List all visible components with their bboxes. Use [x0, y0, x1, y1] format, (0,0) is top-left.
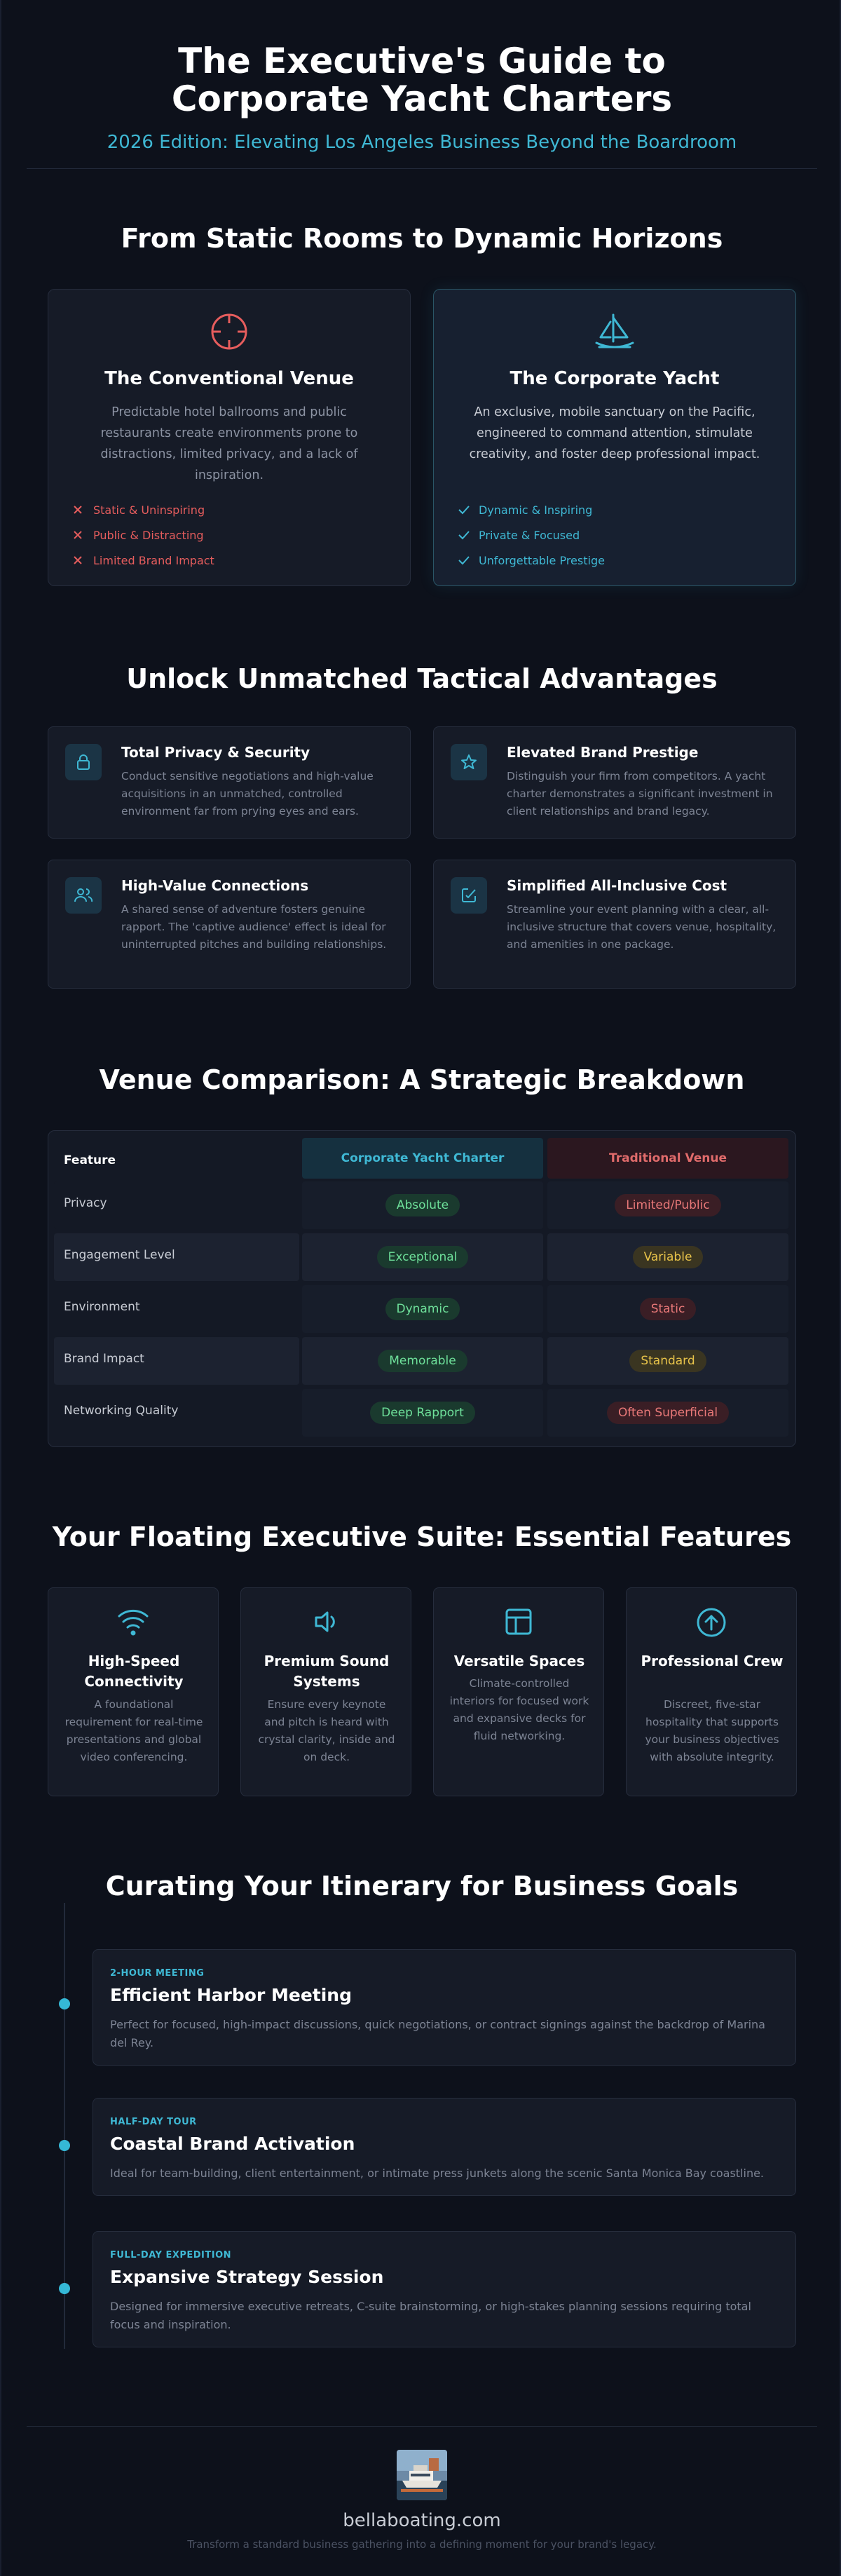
feature-description: Ensure every keynote and pitch is heard with crystal clarity, inside and on deck.	[258, 1698, 395, 1763]
table-cell-feature: Environment	[64, 1300, 140, 1314]
itinerary-card-strategy	[93, 2231, 796, 2347]
x-mark-icon	[72, 555, 93, 566]
users-icon	[65, 877, 102, 914]
itinerary-description: Perfect for focused, high-impact discussions, quick negotiations, or contract signings against the backdrop of Marina del Rey.	[110, 2018, 765, 2049]
corporate-yacht-title: The Corporate Yacht	[510, 368, 720, 389]
itinerary-tag: FULL-DAY EXPEDITION	[110, 2250, 232, 2260]
brand-logo	[397, 2450, 447, 2500]
advantage-title: High-Value Connections	[121, 877, 309, 894]
table-cell-feature: Privacy	[64, 1196, 107, 1210]
status-badge: Standard	[629, 1350, 706, 1372]
timeline-dot	[59, 1998, 70, 2009]
list-item-label: Private & Focused	[479, 528, 580, 542]
list-item-label: Unforgettable Prestige	[479, 553, 605, 567]
conventional-venue-description: Predictable hotel ballrooms and public restaurants create environments prone to distractions, limited privacy, and a lack of inspiration.	[100, 405, 358, 482]
corporate-yacht-card	[433, 289, 796, 586]
table-cell-yacht	[302, 1285, 543, 1333]
advantage-card-prestige	[433, 726, 796, 839]
table-cell-yacht	[302, 1233, 543, 1281]
advantage-card-cost	[433, 860, 796, 989]
header-divider	[27, 168, 817, 169]
itinerary-tag: HALF-DAY TOUR	[110, 2117, 197, 2127]
wifi-icon	[48, 1606, 218, 1640]
timeline-line	[64, 1903, 65, 2349]
brand-url: bellaboating.com	[343, 2510, 501, 2531]
features-section-title: Your Floating Executive Suite: Essential Features	[52, 1521, 792, 1552]
itinerary-description: Designed for immersive executive retreats, C-suite brainstorming, or high-stakes planning sessions requiring total focus and inspiration.	[110, 2300, 751, 2331]
status-badge: Exceptional	[377, 1246, 469, 1268]
hero-header	[1, 42, 841, 153]
status-badge: Variable	[633, 1246, 704, 1268]
itinerary-description: Ideal for team-building, client entertainment, or intimate press junkets along the scenic Santa Monica Bay coastline.	[110, 2167, 765, 2180]
status-badge: Often Superficial	[607, 1402, 729, 1424]
sailboat-icon	[434, 311, 795, 353]
status-badge: Memorable	[378, 1350, 467, 1372]
feature-description: A foundational requirement for real-time presentations and global video conferencing.	[64, 1698, 203, 1763]
conventional-venue-title: The Conventional Venue	[104, 368, 354, 389]
table-cell-traditional	[547, 1389, 788, 1437]
lock-icon	[65, 744, 102, 780]
table-cell-feature: Engagement Level	[64, 1248, 175, 1262]
table-header-feature: Feature	[64, 1153, 116, 1167]
advantage-card-privacy	[48, 726, 411, 839]
timeline-dot	[59, 2283, 70, 2294]
itinerary-title: Expansive Strategy Session	[110, 2267, 384, 2287]
arrow-up-circle-icon	[627, 1606, 796, 1640]
itinerary-section-title: Curating Your Itinerary for Business Goals	[105, 1871, 739, 1902]
contrast-section-title: From Static Rooms to Dynamic Horizons	[121, 223, 723, 254]
comparison-table	[48, 1130, 796, 1447]
feature-title: Versatile Spaces	[453, 1653, 585, 1669]
target-crosshair-icon	[48, 311, 410, 353]
list-item-label: Limited Brand Impact	[93, 553, 214, 567]
status-badge: Static	[640, 1298, 697, 1320]
conventional-venue-points	[72, 497, 214, 573]
timeline-dot	[59, 2140, 70, 2151]
advantages-section-title: Unlock Unmatched Tactical Advantages	[126, 663, 718, 694]
list-item	[72, 548, 214, 573]
list-item	[72, 522, 214, 548]
itinerary-tag: 2-HOUR MEETING	[110, 1968, 205, 1979]
advantage-description: Streamline your event planning with a clear, all-inclusive structure that covers venue, hospitality, and amenities in one package.	[507, 903, 777, 951]
footer-divider	[27, 2426, 817, 2427]
table-cell-yacht	[302, 1181, 543, 1229]
x-mark-icon	[72, 529, 93, 541]
table-cell-yacht	[302, 1337, 543, 1385]
status-badge: Absolute	[385, 1194, 460, 1216]
list-item	[458, 522, 605, 548]
table-cell-feature: Networking Quality	[64, 1404, 179, 1418]
check-icon	[458, 555, 479, 566]
status-badge: Dynamic	[385, 1298, 460, 1320]
list-item	[458, 497, 605, 522]
feature-card-sound	[240, 1587, 411, 1796]
list-item	[458, 548, 605, 573]
advantage-title: Total Privacy & Security	[121, 744, 310, 761]
table-cell-yacht	[302, 1389, 543, 1437]
list-item-label: Public & Distracting	[93, 528, 204, 542]
table-cell-traditional	[547, 1233, 788, 1281]
check-icon	[458, 504, 479, 515]
x-mark-icon	[72, 504, 93, 515]
status-badge: Limited/Public	[615, 1194, 720, 1216]
table-header-traditional: Traditional Venue	[547, 1138, 788, 1179]
comparison-section-title: Venue Comparison: A Strategic Breakdown	[99, 1064, 745, 1095]
advantage-title: Elevated Brand Prestige	[507, 744, 699, 761]
list-item-label: Static & Uninspiring	[93, 503, 205, 517]
list-item-label: Dynamic & Inspiring	[479, 503, 593, 517]
itinerary-title: Efficient Harbor Meeting	[110, 1985, 352, 2005]
feature-title: Premium Sound Systems	[264, 1653, 390, 1690]
speaker-icon	[241, 1606, 411, 1640]
table-cell-traditional	[547, 1181, 788, 1229]
feature-card-connectivity	[48, 1587, 219, 1796]
itinerary-card-coastal	[93, 2098, 796, 2196]
layout-icon	[434, 1606, 603, 1640]
corporate-yacht-description: An exclusive, mobile sanctuary on the Pacific, engineered to command attention, stimulate creativity, and foster deep professional impact.	[469, 405, 760, 461]
table-header-yacht: Corporate Yacht Charter	[302, 1138, 543, 1179]
table-cell-traditional	[547, 1285, 788, 1333]
feature-description: Discreet, five-star hospitality that supports your business objectives with absolute integrity.	[645, 1698, 779, 1763]
itinerary-title: Coastal Brand Activation	[110, 2134, 355, 2154]
feature-card-spaces	[433, 1587, 604, 1796]
page-subtitle: 2026 Edition: Elevating Los Angeles Business Beyond the Boardroom	[107, 132, 737, 153]
page-title: The Executive's Guide to Corporate Yacht Charters	[171, 41, 673, 119]
check-icon	[458, 529, 479, 541]
feature-card-crew	[626, 1587, 797, 1796]
table-cell-traditional	[547, 1337, 788, 1385]
itinerary-card-harbor	[93, 1949, 796, 2066]
edit-check-icon	[451, 877, 487, 914]
corporate-yacht-points	[458, 497, 605, 573]
advantage-description: Conduct sensitive negotiations and high-value acquisitions in an unmatched, controlled environment far from prying eyes and ears.	[121, 770, 374, 818]
advantage-title: Simplified All-Inclusive Cost	[507, 877, 727, 894]
advantage-description: Distinguish your firm from competitors. A yacht charter demonstrates a significant investment in client relationships and brand legacy.	[507, 770, 773, 818]
feature-title: Professional Crew	[641, 1653, 784, 1669]
feature-description: Climate-controlled interiors for focused work and expansive decks for fluid networking.	[449, 1677, 589, 1742]
table-cell-feature: Brand Impact	[64, 1352, 144, 1366]
star-icon	[451, 744, 487, 780]
list-item	[72, 497, 214, 522]
advantage-card-connections	[48, 860, 411, 989]
status-badge: Deep Rapport	[370, 1402, 475, 1424]
feature-title: High-Speed Connectivity	[84, 1653, 184, 1690]
advantage-description: A shared sense of adventure fosters genuine rapport. The 'captive audience' effect is ideal for uninterrupted pitches and building relationships.	[121, 903, 387, 951]
footer-tagline: Transform a standard business gathering into a defining moment for your brand's legacy.	[187, 2538, 657, 2551]
conventional-venue-card	[48, 289, 411, 586]
